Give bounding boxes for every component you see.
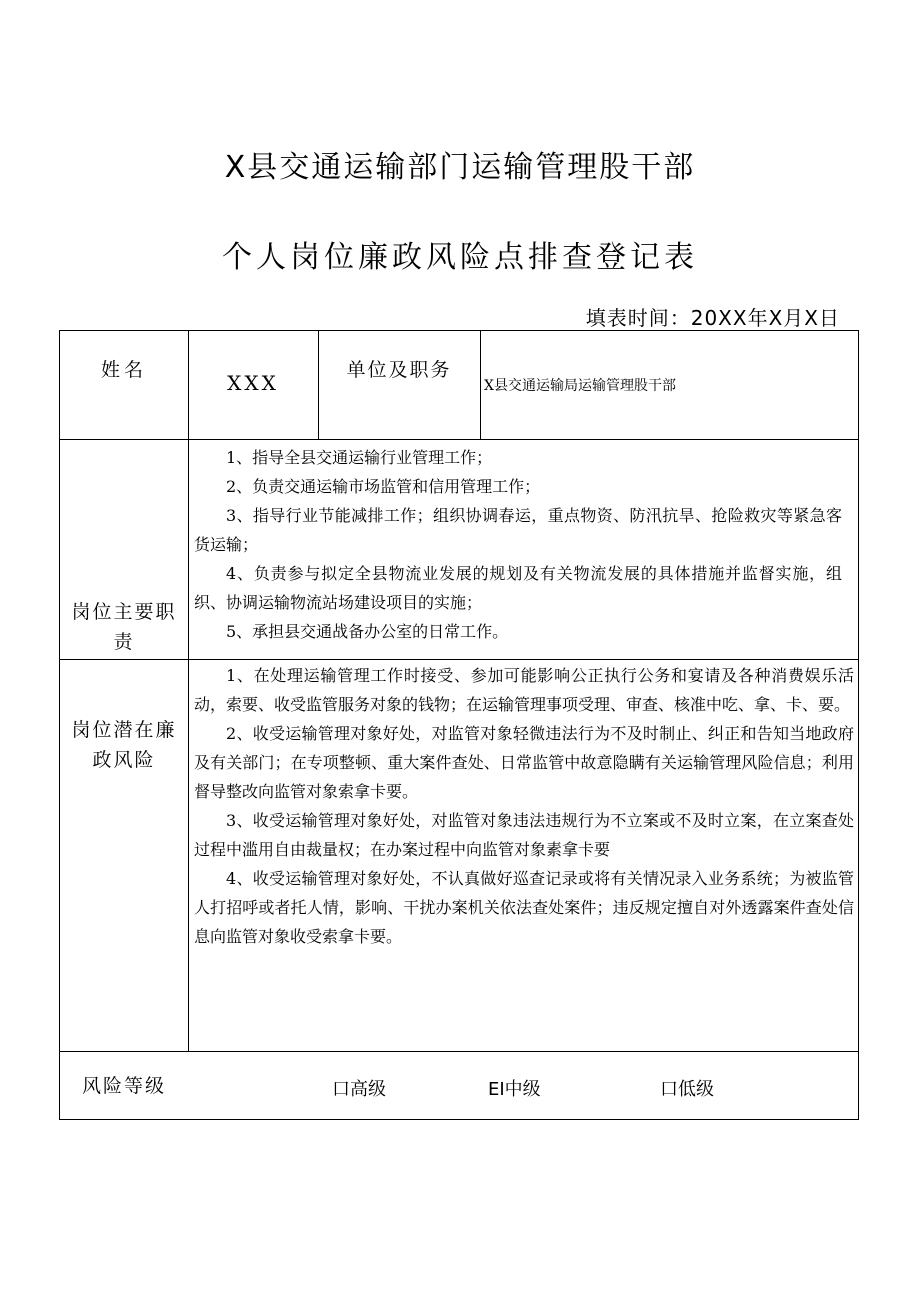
row-divider-3 (60, 1051, 858, 1052)
risk-item: 2、收受运输管理对象好处，对监管对象轻微违法行为不及时制止、纠正和告知当地政府及有关部门；在专项整顿、重大案件查处、日常监管中故意隐瞒有关运输管理风险信息；利用督导整改向监管对象索拿卡要。 (194, 724, 854, 801)
row-divider-1 (60, 439, 858, 440)
duties-label: 岗位主要职责 (71, 601, 177, 653)
risk-level-medium: EI中级 (488, 1079, 541, 1100)
fill-date: 填表时间：20XX年X月X日 (585, 306, 840, 330)
duty-item: 3、指导行业节能减排工作；组织协调春运，重点物资、防汛抗旱、抢险救灾等紧急客货运输； (194, 506, 842, 554)
register-table (59, 330, 859, 1120)
row-divider-2 (60, 659, 858, 660)
duty-item: 5、承担县交通战备办公室的日常工作。 (226, 622, 509, 641)
risk-level-high: 口高级 (332, 1079, 386, 1100)
duties-list (194, 443, 842, 646)
risk-item: 1、在处理运输管理工作时接受、参加可能影响公正执行公务和宴请及各种消费娱乐活动，索要、收受监管服务对象的钱物；在运输管理事项受理、审查、核准中吃、拿、卡、要。 (194, 666, 854, 714)
col-divider-name (318, 331, 319, 439)
duty-item: 1、指导全县交通运输行业管理工作； (226, 448, 493, 467)
unit-label: 单位及职务 (346, 359, 452, 381)
risk-level-label: 风险等级 (81, 1075, 166, 1097)
risks-list (194, 661, 854, 951)
risk-item: 3、收受运输管理对象好处，对监管对象违法违规行为不立案或不及时立案，在立案查处过程中滥用自由裁量权；在办案过程中向监管对象素拿卡要 (194, 811, 854, 859)
duty-item: 2、负责交通运输市场监管和信用管理工作； (226, 477, 541, 496)
risk-item: 4、收受运输管理对象好处，不认真做好巡查记录或将有关情况录入业务系统；为被监管人打招呼或者托人情，影响、干扰办案机关依法查处案件；违反规定擅自对外透露案件查处信息向监管对象收受索拿卡要。 (194, 869, 854, 946)
name-value: XXX (227, 371, 279, 395)
unit-value: X县交通运输局运输管理股干部 (484, 378, 676, 394)
document-title-line2: 个人岗位廉政风险点排查登记表 (222, 240, 698, 275)
document-title-line1: X县交通运输部门运输管理股干部 (224, 150, 696, 185)
risk-level-low: 口低级 (660, 1079, 714, 1100)
col-divider-label (188, 331, 189, 1051)
risks-label: 岗位潜在廉政风险 (71, 719, 177, 771)
col-divider-unit (480, 331, 481, 439)
name-label: 姓名 (100, 359, 147, 381)
duty-item: 4、负责参与拟定全县物流业发展的规划及有关物流发展的具体措施并监督实施，组织、协调运输物流站场建设项目的实施； (194, 564, 842, 612)
